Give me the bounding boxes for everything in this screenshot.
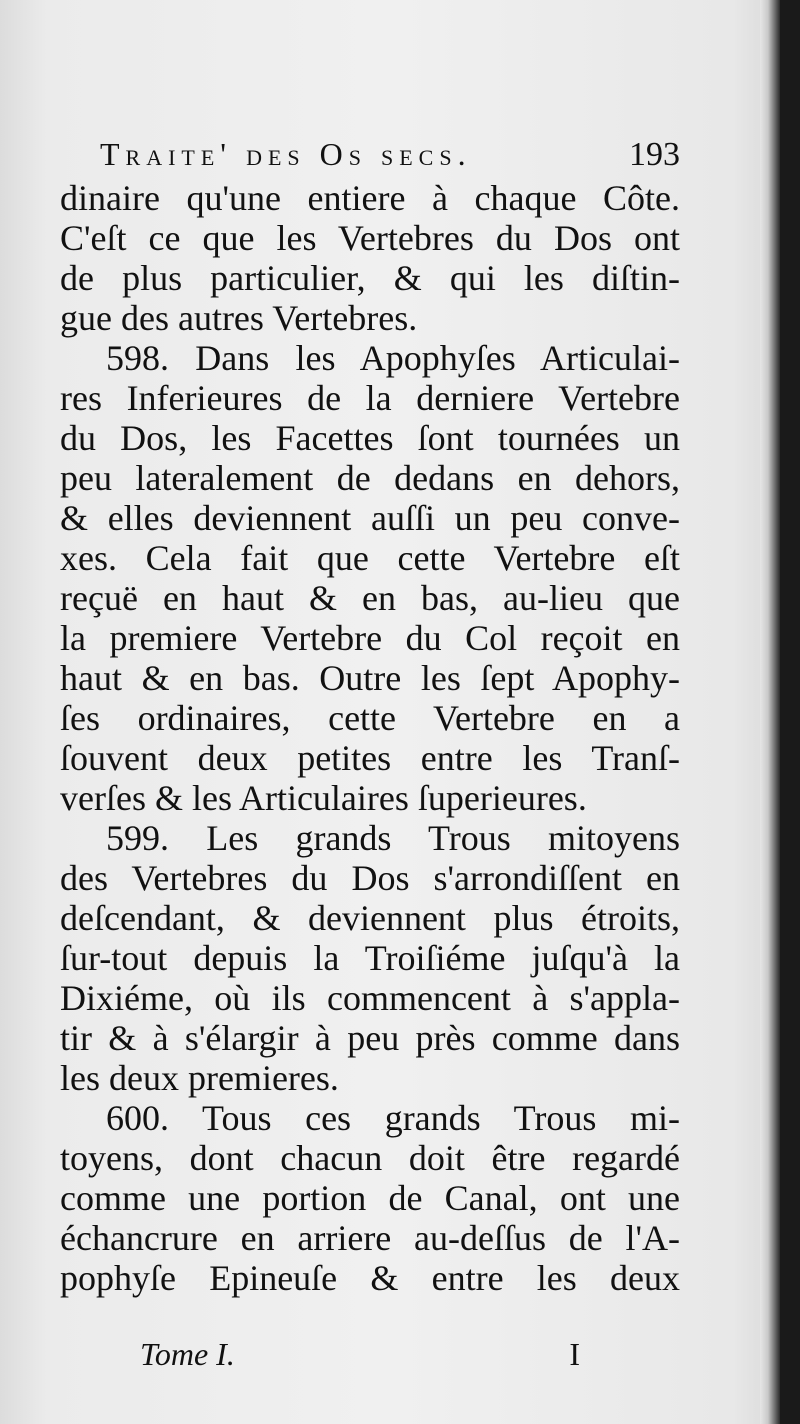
text-line: tir & à s'élargir à peu près comme dans <box>60 1018 680 1058</box>
body-text <box>60 178 680 1298</box>
text-line: & elles deviennent auſſi un peu conve- <box>60 498 680 538</box>
text-line: la premiere Vertebre du Col reçoit en <box>60 618 680 658</box>
text-line: toyens, dont chacun doit être regardé <box>60 1138 680 1178</box>
text-line: les deux premieres. <box>60 1058 339 1098</box>
text-line: res Inferieures de la derniere Vertebre <box>60 378 680 418</box>
running-title: Traite' des Os secs. <box>100 136 472 172</box>
text-line: ſouvent deux petites entre les Tranſ- <box>60 738 680 778</box>
text-line: C'eſt ce que les Vertebres du Dos ont <box>60 218 680 258</box>
paragraph-600-start: 600. Tous ces grands Trous mi- <box>106 1098 680 1138</box>
text-line: ſur-tout depuis la Troiſiéme juſqu'à la <box>60 938 680 978</box>
page-number: 193 <box>629 136 680 173</box>
text-line: du Dos, les Facettes ſont tournées un <box>60 418 680 458</box>
signature-mark: I <box>569 1336 580 1372</box>
text-line: xes. Cela fait que cette Vertebre eſt <box>60 538 680 578</box>
text-line: gue des autres Vertebres. <box>60 298 418 338</box>
text-line: reçuë en haut & en bas, au-lieu que <box>60 578 680 618</box>
volume-label: Tome I. <box>140 1336 235 1372</box>
page-footer <box>140 1336 580 1376</box>
text-line: haut & en bas. Outre les ſept Apophy- <box>60 658 680 698</box>
paragraph-599-start: 599. Les grands Trous mitoyens <box>106 818 680 858</box>
text-line: des Vertebres du Dos s'arrondiſſent en <box>60 858 680 898</box>
text-line: de plus particulier, & qui les diſtin- <box>60 258 680 298</box>
text-line: échancrure en arriere au-deſſus de l'A- <box>60 1218 680 1258</box>
page-edge-shadow <box>760 0 780 1424</box>
text-line: deſcendant, & deviennent plus étroits, <box>60 898 680 938</box>
text-line: verſes & les Articulaires ſuperieures. <box>60 778 587 818</box>
text-line: pophyſe Epineuſe & entre les deux <box>60 1258 680 1298</box>
text-line: comme une portion de Canal, ont une <box>60 1178 680 1218</box>
text-line: peu lateralement de dedans en dehors, <box>60 458 680 498</box>
text-line: ſes ordinaires, cette Vertebre en a <box>60 698 680 738</box>
text-line: Dixiéme, où ils commencent à s'appla- <box>60 978 680 1018</box>
running-header <box>100 136 680 180</box>
text-line: dinaire qu'une entiere à chaque Côte. <box>60 178 680 218</box>
paragraph-598-start: 598. Dans les Apophyſes Articulai- <box>106 338 680 378</box>
